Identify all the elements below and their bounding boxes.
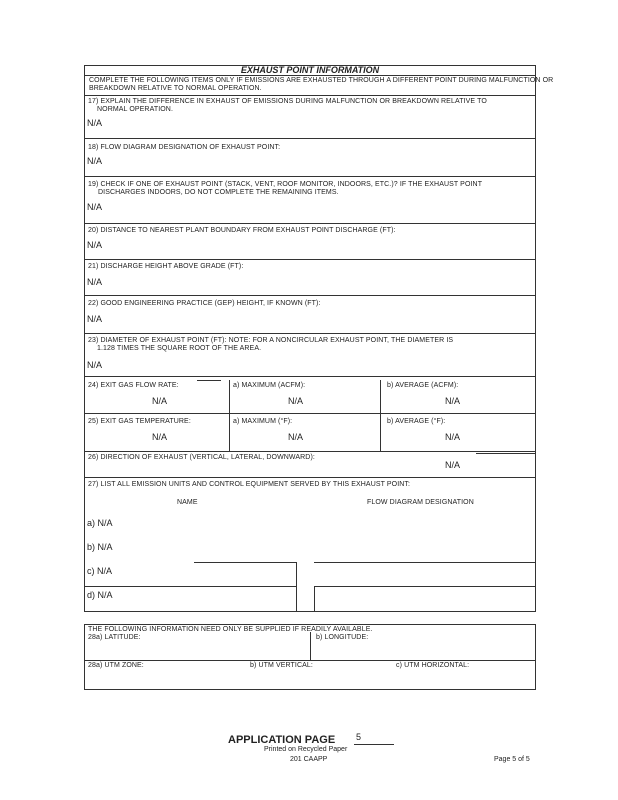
q24-avg-label: b) AVERAGE (ACFM): xyxy=(387,382,459,389)
q26-value[interactable]: N/A xyxy=(445,460,461,470)
q24-avg-value[interactable]: N/A xyxy=(445,396,461,406)
divider xyxy=(84,295,536,296)
printed-note: Printed on Recycled Paper xyxy=(264,746,348,753)
q27-col-flow: FLOW DIAGRAM DESIGNATION xyxy=(367,499,474,506)
q25-value[interactable]: N/A xyxy=(152,432,168,442)
q23-label-line-2: 1.128 TIMES THE SQUARE ROOT OF THE AREA. xyxy=(97,345,262,352)
q19-label-line-2: DISCHARGES INDOORS, DO NOT COMPLETE THE REMAINING ITEMS. xyxy=(98,189,339,196)
input-line xyxy=(314,586,536,587)
input-line xyxy=(84,586,296,587)
latitude-label[interactable]: 28a) LATITUDE: xyxy=(88,634,141,641)
column-divider xyxy=(380,380,381,451)
q22-label: 22) GOOD ENGINEERING PRACTICE (GEP) HEIGHT, IF KNOWN (FT): xyxy=(88,300,321,307)
page-number-underline xyxy=(354,744,394,745)
column-divider xyxy=(296,562,297,612)
q27-row-c[interactable]: c) N/A xyxy=(87,566,113,576)
q24-value[interactable]: N/A xyxy=(152,396,168,406)
q27-label: 27) LIST ALL EMISSION UNITS AND CONTROL EQUIPMENT SERVED BY THIS EXHAUST POINT: xyxy=(88,481,411,488)
q18-label: 18) FLOW DIAGRAM DESIGNATION OF EXHAUST POINT: xyxy=(88,144,281,151)
column-divider xyxy=(314,586,315,612)
q17-label-line-2: NORMAL OPERATION. xyxy=(97,106,173,113)
input-line xyxy=(476,453,536,454)
divider xyxy=(84,259,536,260)
q25-avg-label: b) AVERAGE (°F): xyxy=(387,418,446,425)
q21-label: 21) DISCHARGE HEIGHT ABOVE GRADE (FT): xyxy=(88,263,244,270)
divider xyxy=(84,223,536,224)
longitude-label[interactable]: b) LONGITUDE: xyxy=(316,634,369,641)
q24-label: 24) EXIT GAS FLOW RATE: xyxy=(88,382,179,389)
q22-value[interactable]: N/A xyxy=(87,314,103,324)
divider xyxy=(84,413,536,414)
q20-label: 20) DISTANCE TO NEAREST PLANT BOUNDARY FROM EXHAUST POINT DISCHARGE (FT): xyxy=(88,227,396,234)
divider xyxy=(84,75,536,76)
divider xyxy=(84,376,536,377)
q18-value[interactable]: N/A xyxy=(87,156,103,166)
input-line xyxy=(194,562,296,563)
divider xyxy=(84,660,536,661)
page-of: Page 5 of 5 xyxy=(494,756,530,763)
application-page-number: 5 xyxy=(356,732,362,742)
utm-vertical-label[interactable]: b) UTM VERTICAL: xyxy=(250,662,313,669)
divider xyxy=(84,138,536,139)
q24-max-value[interactable]: N/A xyxy=(288,396,304,406)
q25-max-value[interactable]: N/A xyxy=(288,432,304,442)
utm-horizontal-label[interactable]: c) UTM HORIZONTAL: xyxy=(396,662,470,669)
input-line xyxy=(197,380,221,381)
q27-col-name: NAME xyxy=(177,499,198,506)
intro-text-line-2: BREAKDOWN RELATIVE TO NORMAL OPERATION. xyxy=(89,85,262,92)
q19-label-line-1: 19) CHECK IF ONE OF EXHAUST POINT (STACK, VENT, ROOF MONITOR, INDOORS, ETC.)? IF THE EXHAUST POINT xyxy=(88,181,483,188)
q27-row-d[interactable]: d) N/A xyxy=(87,590,113,600)
q27-row-b[interactable]: b) N/A xyxy=(87,542,113,552)
q25-avg-value[interactable]: N/A xyxy=(445,432,461,442)
latlong-note: THE FOLLOWING INFORMATION NEED ONLY BE SUPPLIED IF READILY AVAILABLE. xyxy=(88,626,373,633)
divider xyxy=(84,176,536,177)
q21-value[interactable]: N/A xyxy=(87,277,103,287)
column-divider xyxy=(310,632,311,660)
q25-max-label: a) MAXIMUM (°F): xyxy=(233,418,293,425)
q20-value[interactable]: N/A xyxy=(87,240,103,250)
q26-label: 26) DIRECTION OF EXHAUST (VERTICAL, LATERAL, DOWNWARD): xyxy=(88,454,315,461)
application-page-title: APPLICATION PAGE xyxy=(228,734,336,746)
divider xyxy=(84,451,536,452)
q24-max-label: a) MAXIMUM (ACFM): xyxy=(233,382,306,389)
column-divider xyxy=(229,380,230,451)
q27-row-a[interactable]: a) N/A xyxy=(87,518,113,528)
q23-value[interactable]: N/A xyxy=(87,360,103,370)
utm-zone-label[interactable]: 28a) UTM ZONE: xyxy=(88,662,144,669)
q23-label-line-1: 23) DIAMETER OF EXHAUST POINT (FT): NOTE: FOR A NONCIRCULAR EXHAUST POINT, THE DIAMETER IS xyxy=(88,337,454,344)
input-line xyxy=(314,562,536,563)
divider xyxy=(84,477,536,478)
section-title: EXHAUST POINT INFORMATION xyxy=(240,65,380,75)
q17-value[interactable]: N/A xyxy=(87,118,103,128)
q25-label: 25) EXIT GAS TEMPERATURE: xyxy=(88,418,191,425)
form-code: 201 CAAPP xyxy=(290,756,328,763)
q19-value[interactable]: N/A xyxy=(87,202,103,212)
divider xyxy=(84,333,536,334)
intro-text-line-1: COMPLETE THE FOLLOWING ITEMS ONLY IF EMISSIONS ARE EXHAUSTED THROUGH A DIFFERENT POINT DURING MALFUNCTION OR xyxy=(89,77,554,84)
q17-label-line-1: 17) EXPLAIN THE DIFFERENCE IN EXHAUST OF EMISSIONS DURING MALFUNCTION OR BREAKDOWN RELATIVE TO xyxy=(88,98,487,105)
divider xyxy=(84,95,536,96)
